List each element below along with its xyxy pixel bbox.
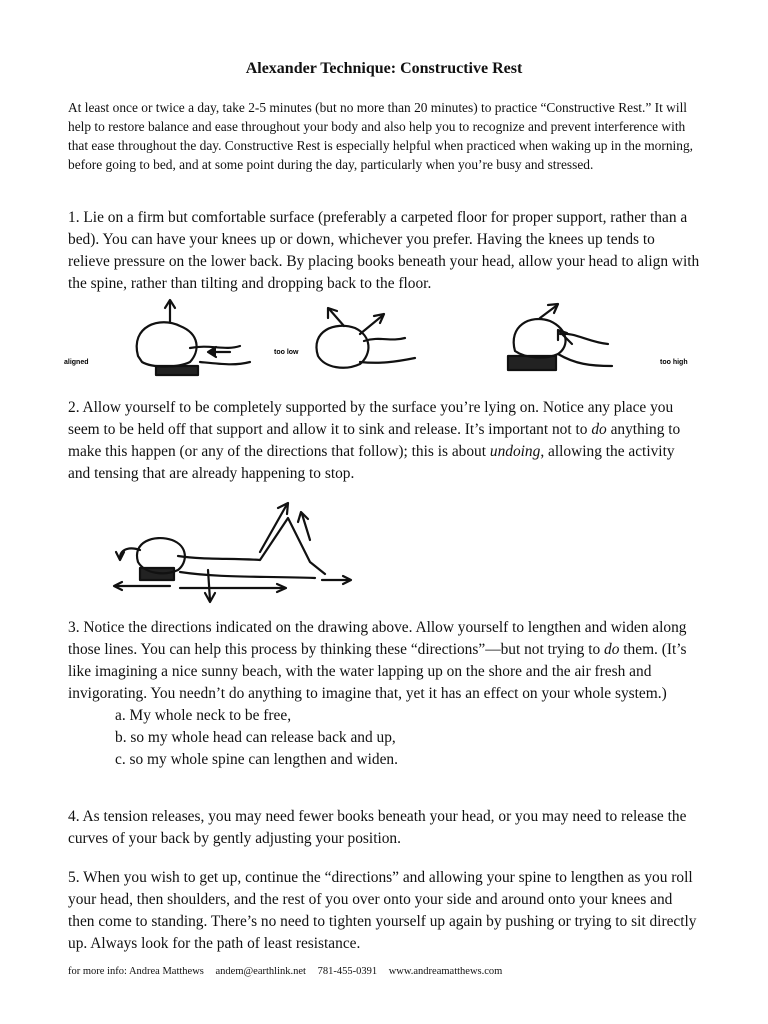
constructive-rest-directions-illustration xyxy=(110,500,360,610)
step-1-paragraph: 1. Lie on a firm but comfortable surface (preferably a carpeted floor for proper support, rather than a bed). You can have your knees up or down, whichever you prefer. Having the knees up tends to relieve pressure on the lower back. By placing books beneath your head, allow your head to align with the spine, rather than tilting and dropping back to the floor. xyxy=(68,209,700,292)
direction-item: b. so my whole head can release back and up, xyxy=(115,729,396,746)
step-2-text-1: 2. Allow yourself to be completely supported by the surface you’re lying on. Notice any place you seem to be held off that support and allow it to sink and release. It’s important not to xyxy=(68,399,674,438)
step-3-text-2: them. (It’s like imagining a nice sunny beach, with the water lapping up on the shore and the air fresh and invigorating. You needn’t do anything to imagine that, yet it has an effect on your whole system.) xyxy=(68,641,687,702)
label-too-low: too low xyxy=(274,349,299,356)
step-2-paragraph xyxy=(68,397,700,485)
direction-item: a. My whole neck to be free, xyxy=(115,707,292,724)
footer-contact xyxy=(68,966,511,977)
head-alignment-illustration xyxy=(60,296,710,388)
label-too-high: too high xyxy=(660,359,688,366)
too-low-head-figure xyxy=(316,308,415,368)
step-2-text-2: anything to make this happen (or any of the directions that follow); this is about xyxy=(68,421,681,460)
direction-item: c. so my whole spine can lengthen and widen. xyxy=(115,751,398,768)
page-title: Alexander Technique: Constructive Rest xyxy=(245,60,523,77)
step-2-text-3: , allowing the activity and tensing that are already happening to stop. xyxy=(68,443,675,482)
step-2-emphasis-undoing: undoing xyxy=(489,443,541,460)
label-aligned: aligned xyxy=(64,359,89,366)
step-4-paragraph: 4. As tension releases, you may need fewer books beneath your head, or you may need to release the curves of your back by gently adjusting your position. xyxy=(68,808,687,847)
footer-website: www.andreamatthews.com xyxy=(388,966,503,977)
step-5-paragraph: 5. When you wish to get up, continue the “directions” and allowing your spine to lengthen as you roll your head, then shoulders, and the rest of you over onto your side and around onto your knees and then come to standing. There’s no need to tighten yourself up again by pushing or trying to sit directly up. Always look for the path of least resistance. xyxy=(68,869,697,952)
step-3-text-1: 3. Notice the directions indicated on the drawing above. Allow yourself to lengthen and widen along those lines. You can help this process by thinking these “directions”—but not trying to xyxy=(68,619,687,658)
too-high-head-figure xyxy=(508,304,612,370)
directions-list xyxy=(68,705,700,771)
footer-prefix: for more info: Andrea Matthews xyxy=(68,966,204,977)
step-3-paragraph xyxy=(68,617,700,771)
footer-email: andem@earthlink.net xyxy=(215,966,306,977)
aligned-head-figure xyxy=(137,300,250,375)
step-2-emphasis-do: do xyxy=(591,421,607,438)
intro-paragraph: At least once or twice a day, take 2-5 minutes (but no more than 20 minutes) to practice “Constructive Rest.” It will help to restore balance and ease throughout your body and also help you to recognize and prevent interference with that ease throughout the day. Constructive Rest is especially helpful when practiced when waking up in the morning, before going to bed, and at some point during the day, particularly when you’re busy and stressed. xyxy=(68,100,693,172)
footer-phone: 781-455-0391 xyxy=(317,966,378,977)
step-3-emphasis-do: do xyxy=(604,641,620,658)
